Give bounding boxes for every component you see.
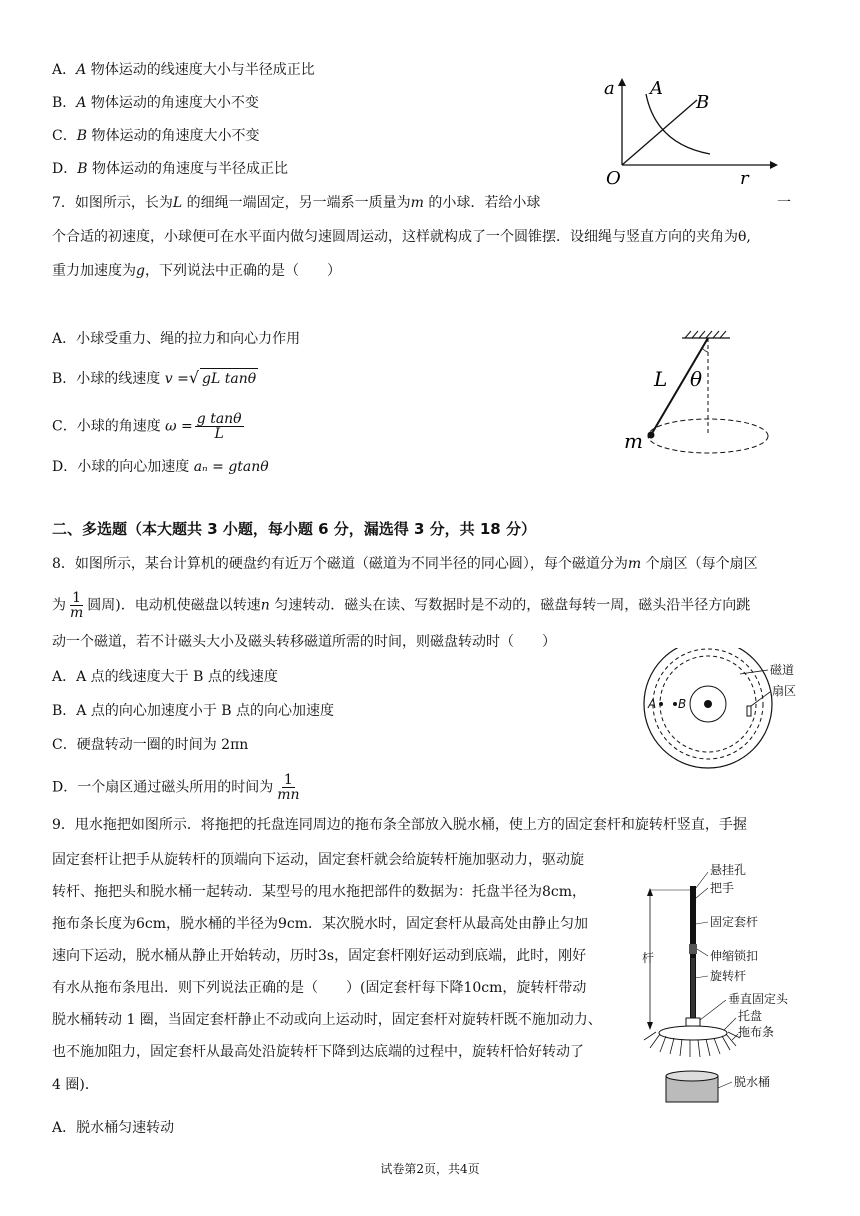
hard-disk-figure — [640, 648, 820, 770]
q7-option-b: B．小球的线速度 v =√ gL tanθ — [52, 368, 257, 387]
origin-label: O — [606, 168, 621, 189]
rod-label: 杆 — [642, 951, 655, 965]
a-r-graph-figure — [600, 72, 780, 190]
axis-label-r: r — [740, 168, 749, 189]
tray-label: 托盘 — [738, 1009, 763, 1023]
q9-line8: 也不施加阻力，固定套杆从最高处沿旋转杆下降到达底端的过程中，旋转杆恰好转动了 — [52, 1044, 584, 1060]
strips-label: 拖布条 — [738, 1025, 775, 1039]
q6-option-b: B．A 物体运动的角速度大小不变 — [52, 95, 259, 111]
fixed-head-label: 垂直固定头 — [728, 992, 789, 1006]
q9-line2: 固定套杆让把手从旋转杆的顶端向下运动，固定套杆就会给旋转杆施加驱动力，驱动旋 — [52, 852, 584, 868]
q6-option-c: C．B 物体运动的角速度大小不变 — [52, 128, 260, 144]
q7-option-a: A．小球受重力、绳的拉力和向心力作用 — [52, 331, 301, 347]
q9-line5: 速向下运动，脱水桶从静止开始转动，历时3s，固定套杆刚好运动到底端，此时，刚好 — [52, 948, 587, 964]
line-b — [622, 100, 697, 165]
q8-option-c: C．硬盘转动一圈的时间为 2πn — [52, 737, 249, 753]
q9-line4: 拖布条长度为6cm，脱水桶的半径为9cm．某次脱水时，固定套杆从最高处由静止匀加 — [52, 916, 589, 932]
curve-label-a: A — [650, 78, 663, 99]
q8-line3: 动一个磁道，若不计磁头大小及磁头转移磁道所需的时间，则磁盘转动时（ ） — [52, 634, 556, 650]
q8-line2: 为 $\frac{1}{m}$ 圆周)．电动机使磁盘以转速n 匀速转动．磁头在读、写数据时是不动的，磁盘每转一周，磁头沿半径方向跳 — [52, 590, 751, 621]
sector-label: 扇区 — [772, 684, 797, 698]
point-b-label: B — [678, 697, 687, 711]
section-2-heading: 二、多选题（本大题共 3 小题，每小题 6 分，漏选得 3 分，共 18 分） — [52, 520, 536, 538]
q9-line1: 9．甩水拖把如图所示．将拖把的托盘连同周边的拖布条全部放入脱水桶，使上方的固定套杆和旋转杆竖直，手握 — [52, 817, 747, 833]
q7-line2: 个合适的初速度，小球便可在水平面内做匀速圆周运动，这样就构成了一个圆锥摆．设细绳与竖直方向的夹角为θ, — [52, 229, 751, 245]
conical-pendulum-figure — [620, 330, 780, 460]
lock-label: 伸缩锁扣 — [710, 949, 759, 963]
q9-line7: 脱水桶转动 1 圈，当固定套杆静止不动或向上运动时，固定套杆对旋转杆既不施加动力、 — [52, 1012, 602, 1028]
q7-line1-end: 一 — [777, 195, 791, 211]
q7-option-d: D．小球的向心加速度 aₙ = gtanθ — [52, 459, 269, 475]
q9-line9: 4 圈)． — [52, 1077, 99, 1093]
q9-line6: 有水从拖布条甩出．则下列说法正确的是（ ）(固定套杆每下降10cm，旋转杆带动 — [52, 980, 587, 996]
q9-line3: 转杆、拖把头和脱水桶一起转动．某型号的甩水拖把部件的数据为：托盘半径为8cm， — [52, 884, 587, 900]
q8-option-a: A．A 点的线速度大于 B 点的线速度 — [52, 669, 278, 685]
q6-option-d: D．B 物体运动的角速度与半径成正比 — [52, 161, 288, 177]
q8-line1: 8．如图所示，某台计算机的硬盘约有近万个磁道（磁道为不同半径的同心圆），每个磁道分为m 个扇区（每个扇区 — [52, 556, 758, 572]
hang-hole-label: 悬挂孔 — [710, 863, 747, 877]
axis-label-a: a — [604, 78, 615, 99]
label-m: m — [624, 429, 643, 453]
q8-option-d: D．一个扇区通过磁头所用的时间为 $\frac{1}{mn}$ — [52, 772, 300, 803]
fixed-rod-label: 固定套杆 — [710, 915, 759, 929]
q7-line3: 重力加速度为g，下列说法中正确的是（ ） — [52, 263, 341, 279]
q7-option-c: C．小球的角速度 ω = $\frac{\text{g tanθ}}{L}$ — [52, 411, 242, 442]
q8-option-b: B．A 点的向心加速度小于 B 点的向心加速度 — [52, 703, 335, 719]
spin-mop-figure — [636, 858, 826, 1112]
q9-option-a: A．脱水桶匀速转动 — [52, 1120, 175, 1136]
label-l: L — [654, 367, 668, 391]
q7-line1: 7．如图所示，长为L 的细绳一端固定，另一端系一质量为m 的小球．若给小球 — [52, 195, 541, 211]
rotating-rod-label: 旋转杆 — [710, 969, 747, 983]
q6-option-a: A．A 物体运动的线速度大小与半径成正比 — [52, 62, 315, 78]
point-a-label: A — [648, 697, 657, 711]
handle-label: 把手 — [710, 881, 735, 895]
bucket-label: 脱水桶 — [734, 1075, 771, 1089]
label-theta: θ — [690, 367, 703, 391]
page-footer: 试卷第2页，共4页 — [380, 1162, 480, 1176]
curve-label-b: B — [696, 92, 710, 113]
track-label: 磁道 — [770, 663, 795, 677]
